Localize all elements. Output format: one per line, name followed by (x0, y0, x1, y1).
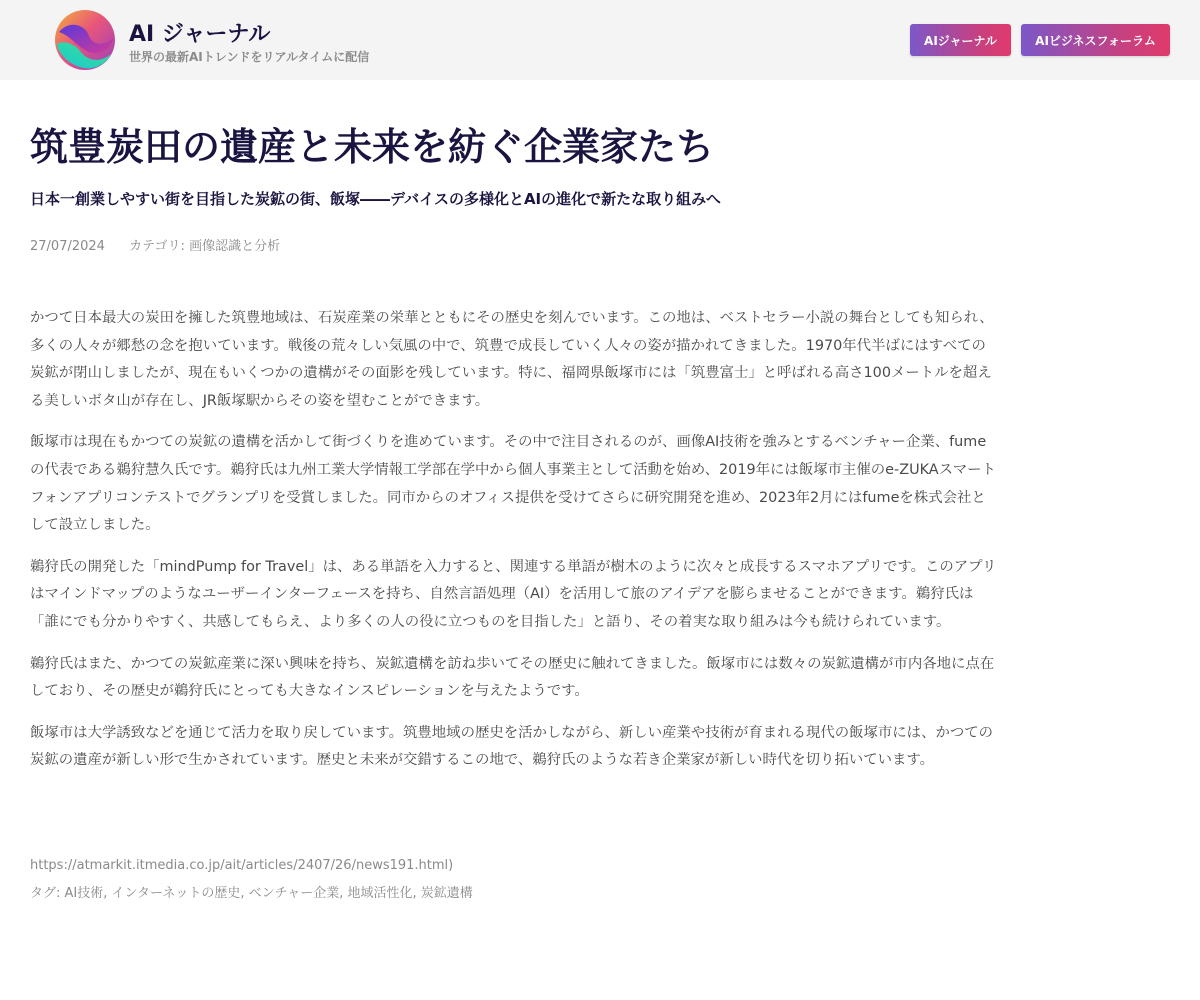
site-tagline: 世界の最新AIトレンドをリアルタイムに配信 (129, 50, 370, 64)
article-date: 27/07/2024 (30, 239, 105, 254)
article-paragraph: 鵜狩氏の開発した「mindPump for Travel」は、ある単語を入力すると、関連する単語が樹木のように次々と成長するスマホアプリです。このアプリはマインドマップのようなユーザーインターフェースを持ち、自然言語処理（AI）を活用して旅のアイデアを膨らませることができます。鵜狩氏は「誰にでも分かりやすく、共感してもらえ、より多くの人の役に立つものを目指した」と語り、その着実な取り組みは今も続けられています。 (30, 558, 997, 630)
article-paragraph: 飯塚市は大学誘致などを通じて活力を取り戻しています。筑豊地域の歴史を活かしながら、新しい産業や技術が育まれる現代の飯塚市には、かつての炭鉱の遺産が新しい形で生かされています。歴史と未来が交錯するこの地で、鵜狩氏のような若き企業家が新しい時代を切り拓いています。 (30, 724, 994, 769)
article-title: 筑豊炭田の遺産と未来を紡ぐ企業家たち (30, 125, 715, 169)
article-body (30, 305, 1000, 789)
source-url[interactable]: https://atmarkit.itmedia.co.jp/ait/articles/2407/26/news191.html) (30, 858, 454, 873)
gradient-swirl-logo-icon[interactable] (55, 10, 115, 70)
article-tags[interactable]: タグ: AI技術, インターネットの歴史, ベンチャー企業, 地域活性化, 炭鉱遺構 (30, 886, 473, 901)
article-meta (30, 235, 280, 254)
article-subtitle: 日本一創業しやすい街を目指した炭鉱の街、飯塚――デバイスの多様化とAIの進化で新たな取り組みへ (30, 190, 721, 208)
nav-button-ai-business-forum[interactable]: AIビジネスフォーラム (1021, 24, 1170, 56)
site-title[interactable]: AI ジャーナル (129, 22, 271, 47)
article-category[interactable]: カテゴリ: 画像認識と分析 (129, 239, 281, 254)
article-paragraph: 鵜狩氏はまた、かつての炭鉱産業に深い興味を持ち、炭鉱遺構を訪ね歩いてその歴史に触れてきました。飯塚市には数々の炭鉱遺構が市内各地に点在しており、その歴史が鵜狩氏にとっても大きなインスピレーションを与えたようです。 (30, 655, 995, 700)
article-paragraph: かつて日本最大の炭田を擁した筑豊地域は、石炭産業の栄華とともにその歴史を刻んでいます。この地は、ベストセラー小説の舞台としても知られ、多くの人々が郷愁の念を抱いています。戦後の荒々しい気風の中で、筑豊で成長していく人々の姿が描かれてきました。1970年代半ばにはすべての炭鉱が閉山しましたが、現在もいくつかの遺構がその面影を残しています。特に、福岡県飯塚市には「筑豊富士」と呼ばれる高さ100メートルを超える美しいボタ山が存在し、JR飯塚駅からその姿を望むことができます。 (30, 310, 994, 409)
site-header (0, 0, 1200, 80)
nav-button-ai-journal[interactable]: AIジャーナル (910, 24, 1011, 56)
article-paragraph: 飯塚市は現在もかつての炭鉱の遺構を活かして街づくりを進めています。その中で注目されるのが、画像AI技術を強みとするベンチャー企業、fumeの代表である鵜狩慧久氏です。鵜狩氏は九州工業大学情報工学部在学中から個人事業主として活動を始め、2019年には飯塚市主催のe-ZUKAスマートフォンアプリコンテストでグランプリを受賞しました。同市からのオフィス提供を受けてさらに研究開発を進め、2023年2月にはfumeを株式会社として設立しました。 (30, 434, 996, 534)
